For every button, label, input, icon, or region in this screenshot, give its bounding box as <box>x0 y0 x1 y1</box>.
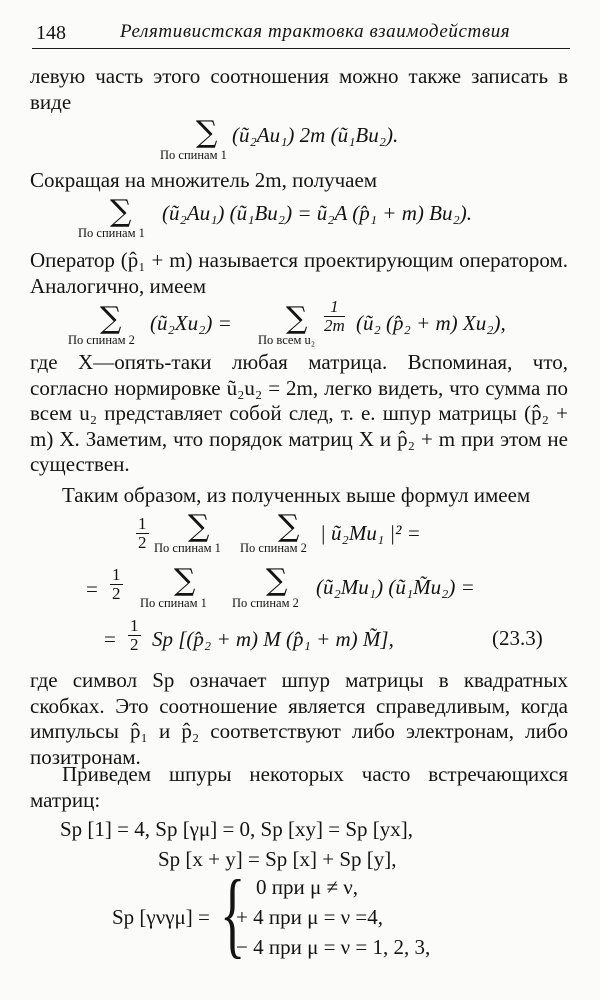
paragraph-7: Приведем шпуры некоторых часто встречающихся матриц: <box>30 762 568 812</box>
equation-3-left: (ũ₂Xu₂) = <box>150 311 232 335</box>
page-number: 148 <box>36 22 66 44</box>
fraction: $\frac{1}{2}$ <box>130 616 139 654</box>
sum-subscript: По всем u₂ <box>258 333 316 347</box>
equation-6: Sp [(p̂₂ + m) M (p̂₁ + m) M̃], <box>152 627 394 651</box>
paragraph-1: левую часть этого соотношения можно также записать в виде <box>30 64 568 114</box>
left-brace: { <box>220 860 246 967</box>
sum-subscript: По спинам 1 <box>78 226 145 240</box>
equals-sign: = <box>104 627 116 651</box>
case-line-1: 0 при μ ≠ ν, <box>256 875 359 899</box>
equation-5: (ũ₂Mu₁) (ũ₁M̃u₂) = <box>316 575 475 599</box>
sum-symbol: ∑ <box>110 194 132 229</box>
paragraph-3: Оператор (p̂₁ + m) называется проектирующим оператором. Аналогично, имеем <box>30 248 568 298</box>
sum-subscript: По спинам 1 <box>160 148 227 162</box>
page-header <box>32 18 570 49</box>
fraction: $\frac{1}{2}$ <box>138 514 147 552</box>
sum-symbol: ∑ <box>174 563 196 598</box>
equation-3-right: (ũ₂ (p̂₂ + m) Xu₂), <box>356 311 506 335</box>
sum-symbol: ∑ <box>100 301 122 336</box>
sum-subscript: По спинам 2 <box>68 333 135 347</box>
equation-4: | ũ₂Mu₁ |² = <box>320 521 421 545</box>
equation-2: (ũ₂Au₁) (ũ₁Bu₂) = ũ₂A (p̂₁ + m) Bu₂). <box>162 201 472 225</box>
trace-gamma-lhs: Sp [γνγμ] = <box>112 905 210 929</box>
case-line-3: − 4 при μ = ν = 1, 2, 3, <box>236 935 431 959</box>
sum-symbol: ∑ <box>188 509 210 544</box>
trace-identities-line-2: Sp [x + y] = Sp [x] + Sp [y], <box>158 847 397 871</box>
sum-subscript: По спинам 2 <box>232 596 299 610</box>
fraction: $\frac{1}{2m}$ <box>324 297 345 335</box>
paragraph-2: Сокращая на множитель 2m, получаем <box>30 168 378 192</box>
sum-subscript: По спинам 1 <box>154 541 221 555</box>
sum-subscript: По спинам 1 <box>140 596 207 610</box>
sum-symbol: ∑ <box>286 301 308 336</box>
sum-symbol: ∑ <box>266 563 288 598</box>
equals-sign: = <box>86 577 98 601</box>
fraction: $\frac{1}{2}$ <box>112 565 121 603</box>
paragraph-5: Таким образом, из полученных выше формул имеем <box>62 483 531 507</box>
sum-symbol: ∑ <box>196 115 218 150</box>
paragraph-4: где X—опять-таки любая матрица. Вспоминая, что, согласно нормировке ũ₂u₂ = 2m, легко видеть, что сумма по всем u₂ представляет собой след, т. е. шпур матрицы (p̂₂ + m) X. Заметим, что порядок матриц X и p̂₂ + m при этом не существен. <box>30 350 568 476</box>
sum-symbol: ∑ <box>278 509 300 544</box>
case-line-2: + 4 при μ = ν =4, <box>236 905 384 929</box>
equation-number: (23.3) <box>492 626 543 650</box>
running-title: Релятивистская трактовка взаимодействия <box>120 21 511 42</box>
trace-identities-line-1: Sp [1] = 4, Sp [γμ] = 0, Sp [xy] = Sp [yx], <box>60 817 413 841</box>
equation-1: (ũ₂Au₁) 2m (ũ₁Bu₂). <box>232 123 399 147</box>
sum-subscript: По спинам 2 <box>240 541 307 555</box>
paragraph-6: где символ Sp означает шпур матрицы в квадратных скобках. Это соотношение является справедливым, когда импульсы p̂₁ и p̂₂ соответствуют либо электронам, либо позитронам. <box>30 668 568 769</box>
